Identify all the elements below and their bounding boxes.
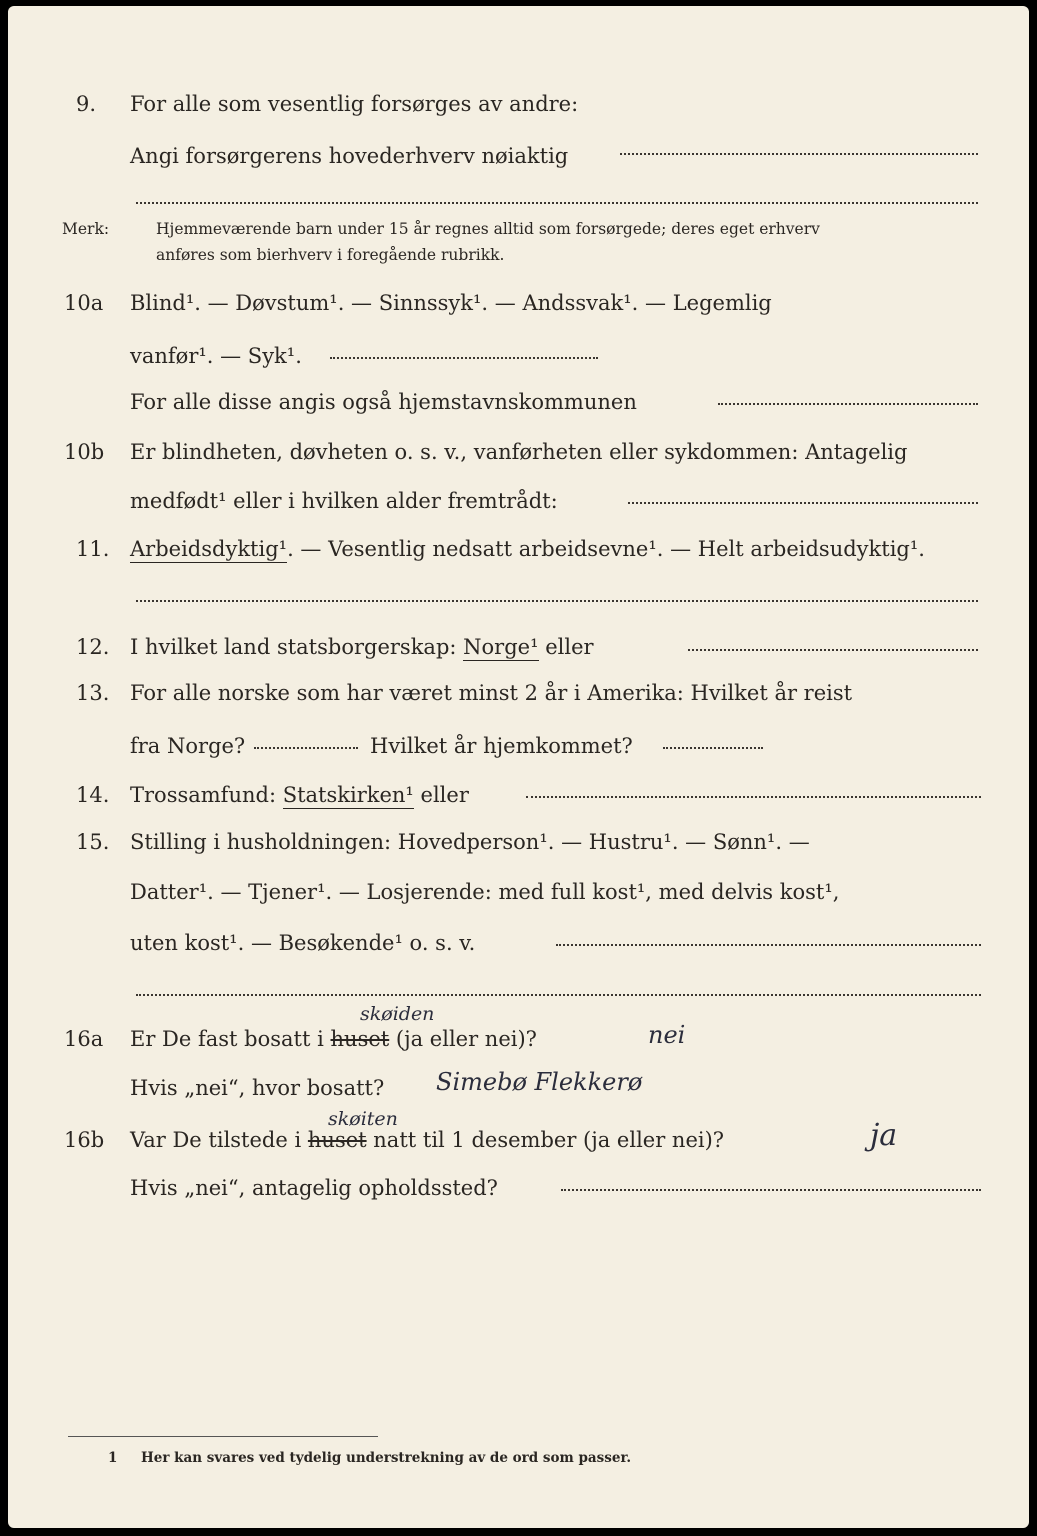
- q9-answer-line-2[interactable]: [136, 202, 978, 204]
- q13-year-returned-line[interactable]: [663, 747, 763, 749]
- q13-text-2b: Hvilket år hjemkommet?: [370, 734, 633, 758]
- q14-suffix: eller: [420, 783, 469, 807]
- q16a-number: 16a: [64, 1027, 104, 1051]
- footnote-rule: [68, 1436, 378, 1437]
- q16b-answer[interactable]: ja: [870, 1118, 898, 1153]
- q12-prefix: I hvilket land statsborgerskap:: [130, 635, 457, 659]
- q11-rest: . — Vesentlig nedsatt arbeidsevne¹. — Helt arbeidsudyktig¹.: [287, 537, 925, 561]
- q11-answer-line[interactable]: [136, 600, 978, 602]
- q10a-text-2: vanfør¹. — Syk¹.: [130, 344, 302, 368]
- q10a-text: Blind¹. — Døvstum¹. — Sinnssyk¹. — Andssvak¹. — Legemlig: [130, 291, 772, 315]
- q15-number: 15.: [76, 830, 110, 854]
- q12-answer-line[interactable]: [688, 649, 978, 651]
- q9-number: 9.: [76, 92, 97, 116]
- q10a-number: 10a: [64, 291, 104, 315]
- q13-text: For alle norske som har været minst 2 år i Amerika: Hvilket år reist: [130, 681, 853, 705]
- q13-text-2a: fra Norge?: [130, 734, 246, 758]
- q12-option-underlined[interactable]: Norge¹: [463, 635, 539, 659]
- q16a-inserted-word: skøiden: [360, 1003, 435, 1025]
- q14-text: [130, 785, 469, 806]
- q13-year-left-line[interactable]: [254, 747, 358, 749]
- q16a-pre: Er De fast bosatt i: [130, 1027, 324, 1051]
- census-form-page: [8, 6, 1029, 1528]
- q14-option-underlined[interactable]: Statskirken¹: [282, 783, 414, 807]
- q15-text-3: uten kost¹. — Besøkende¹ o. s. v.: [130, 931, 476, 955]
- q10b-text-2: medfødt¹ eller i hvilken alder fremtrådt:: [130, 489, 558, 513]
- q10a-answer-line[interactable]: [330, 357, 598, 359]
- q13-number: 13.: [76, 681, 110, 705]
- q14-answer-line[interactable]: [526, 796, 981, 798]
- q11-number: 11.: [76, 537, 110, 561]
- q12-suffix: eller: [545, 635, 594, 659]
- q10a-text-3: For alle disse angis også hjemstavnskommunen: [130, 390, 637, 414]
- q15-text: Stilling i husholdningen: Hovedperson¹. — Hustru¹. — Sønn¹. —: [130, 830, 810, 854]
- q16b-number: 16b: [64, 1128, 105, 1152]
- q9-answer-line[interactable]: [620, 153, 978, 155]
- q9-question: Angi forsørgerens hovederhverv nøiaktig: [130, 144, 569, 168]
- merk-label: Merk:: [62, 220, 110, 238]
- q16b-struck-word: huset: [307, 1128, 367, 1152]
- q10b-number: 10b: [64, 440, 105, 464]
- q16b-inserted-word: skøiten: [328, 1108, 398, 1130]
- q16a-post: (ja eller nei)?: [395, 1027, 537, 1051]
- q15-answer-line[interactable]: [556, 944, 981, 946]
- merk-text-2: anføres som bierhverv i foregående rubrikk.: [156, 246, 505, 264]
- q16a-struck-word: huset: [330, 1027, 390, 1051]
- q16a-answer-2[interactable]: Simebø Flekkerø: [436, 1068, 643, 1096]
- q9-text: For alle som vesentlig forsørges av andre:: [130, 92, 579, 116]
- q16a-text: [130, 1029, 537, 1050]
- footnote-text: Her kan svares ved tydelig understrekning av de ord som passer.: [141, 1450, 632, 1466]
- q16a-text-2: Hvis „nei“, hvor bosatt?: [130, 1076, 385, 1100]
- q10a-hometown-line[interactable]: [718, 403, 978, 405]
- q11-text: [130, 539, 925, 560]
- q14-prefix: Trossamfund:: [130, 783, 277, 807]
- q15-answer-line-2[interactable]: [136, 994, 981, 996]
- q16a-answer[interactable]: nei: [648, 1021, 686, 1049]
- q16b-text: [130, 1130, 724, 1151]
- q12-number: 12.: [76, 635, 110, 659]
- q11-option-underlined[interactable]: Arbeidsdyktig¹: [130, 537, 288, 561]
- q10b-text: Er blindheten, døvheten o. s. v., vanførheten eller sykdommen: Antagelig: [130, 440, 908, 464]
- merk-text: Hjemmeværende barn under 15 år regnes alltid som forsørgede; deres eget erhverv: [156, 220, 820, 238]
- q16b-text-2: Hvis „nei“, antagelig opholdssted?: [130, 1176, 498, 1200]
- q16b-post: natt til 1 desember (ja eller nei)?: [373, 1128, 725, 1152]
- q14-number: 14.: [76, 783, 110, 807]
- q16b-answer-line[interactable]: [561, 1189, 981, 1191]
- q12-text: [130, 637, 594, 658]
- q16b-pre: Var De tilstede i: [130, 1128, 302, 1152]
- footnote-mark: 1: [108, 1450, 118, 1466]
- q10b-answer-line[interactable]: [628, 502, 978, 504]
- q15-text-2: Datter¹. — Tjener¹. — Losjerende: med full kost¹, med delvis kost¹,: [130, 880, 840, 904]
